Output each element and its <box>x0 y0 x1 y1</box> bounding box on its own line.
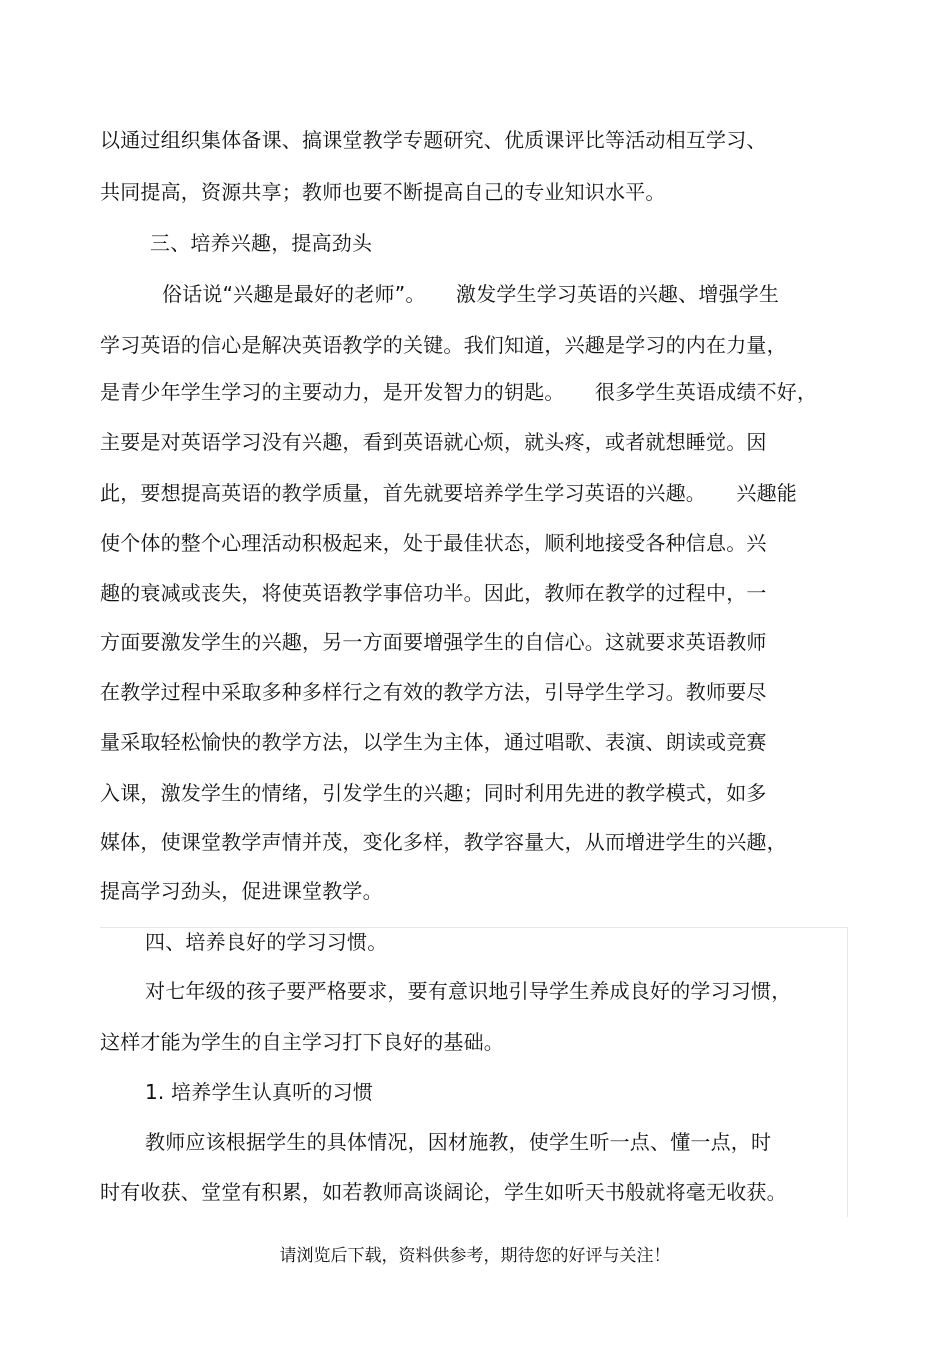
body-text-line: 教师应该根据学生的具体情况，因材施教，使学生听一点、懂一点，时 <box>145 1130 772 1154</box>
body-text-line: 是青少年学生学习的主要动力，是开发智力的钥匙。 很多学生英语成绩不好， <box>100 380 818 404</box>
body-text-line: 时有收获、堂堂有积累，如若教师高谈阔论，学生如听天书般就将毫无收获。 <box>100 1180 787 1204</box>
body-text-line: 使个体的整个心理活动积极起来，处于最佳状态，顺利地接受各种信息。兴 <box>100 531 767 555</box>
body-text-line: 学习英语的信心是解决英语教学的关键。我们知道，兴趣是学习的内在力量， <box>100 333 787 357</box>
body-text-line: 这样才能为学生的自主学习打下良好的基础。 <box>100 1030 504 1054</box>
page-footer-note: 请浏览后下载，资料供参考，期待您的好评与关注！ <box>279 1246 671 1266</box>
body-text-line: 以通过组织集体备课、搞课堂教学专题研究、优质课评比等活动相互学习、 <box>100 128 767 152</box>
body-text-line: 共同提高，资源共享；教师也要不断提高自己的专业知识水平。 <box>100 180 666 204</box>
body-text-line: 量采取轻松愉快的教学方法，以学生为主体，通过唱歌、表演、朗读或竞赛 <box>100 730 767 754</box>
body-text-line: 主要是对英语学习没有兴趣，看到英语就心烦，就头疼，或者就想睡觉。因 <box>100 430 767 454</box>
section-heading-habits: 四、培养良好的学习习惯。 <box>145 930 388 954</box>
body-text-line: 对七年级的孩子要严格要求，要有意识地引导学生养成良好的学习习惯， <box>145 979 792 1003</box>
body-text-line: 方面要激发学生的兴趣，另一方面要增强学生的自信心。这就要求英语教师 <box>100 630 767 654</box>
section-heading-interest: 三、培养兴趣，提高劲头 <box>150 231 373 255</box>
body-text-line: 媒体，使课堂教学声情并茂，变化多样，教学容量大，从而增进学生的兴趣， <box>100 830 787 854</box>
body-text-line: 此，要想提高英语的教学质量，首先就要培养学生学习英语的兴趣。 兴趣能 <box>100 481 797 505</box>
body-text-line: 入课，激发学生的情绪，引发学生的兴趣；同时利用先进的教学模式，如多 <box>100 781 767 805</box>
body-text-line: 在教学过程中采取多种多样行之有效的教学方法，引导学生学习。教师要尽 <box>100 680 767 704</box>
body-text-line: 趣的衰减或丧失，将使英语教学事倍功半。因此，教师在教学的过程中，一 <box>100 581 767 605</box>
body-text-line: 俗话说“兴趣是最好的老师”。 激发学生学习英语的兴趣、增强学生 <box>162 282 780 306</box>
subsection-heading-listening: 1. 培养学生认真听的习惯 <box>145 1080 374 1104</box>
content-frame-border <box>100 927 848 1217</box>
body-text-line: 提高学习劲头，促进课堂教学。 <box>100 879 383 903</box>
